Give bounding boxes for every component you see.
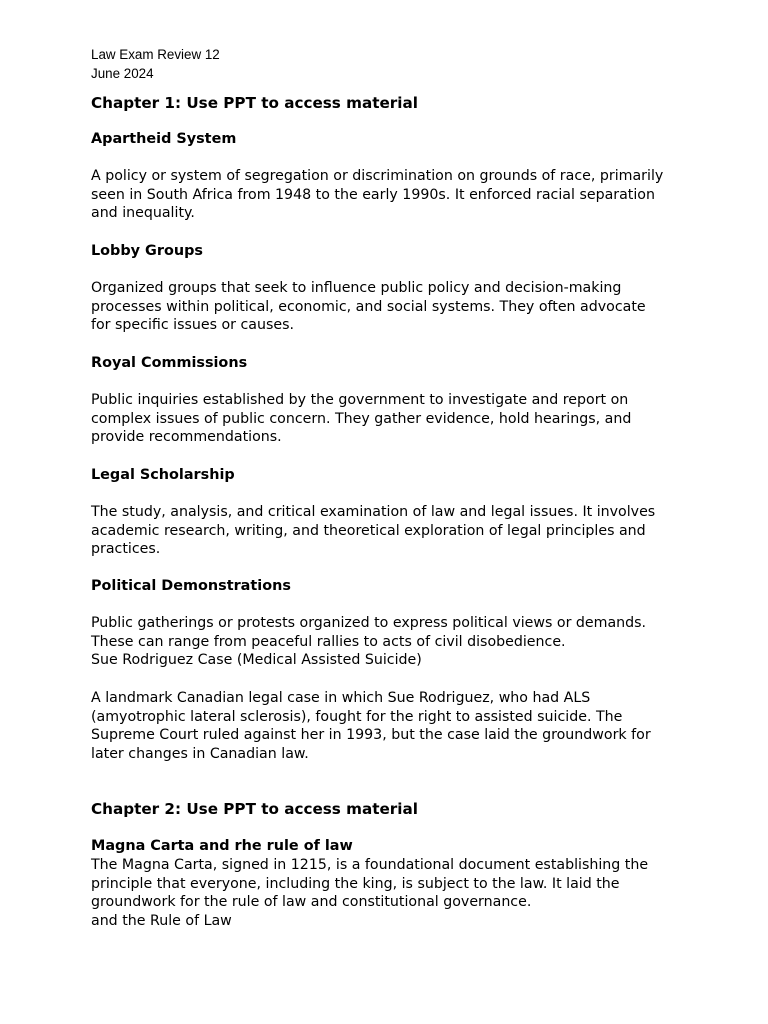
paragraph-line: These can range from peaceful rallies to acts of civil disobedience. <box>91 633 566 650</box>
paragraph-line: Sue Rodriguez Case (Medical Assisted Suicide) <box>91 652 422 669</box>
magna-carta-paragraph <box>91 856 711 930</box>
paragraph-line: practices. <box>91 541 161 558</box>
paragraph-line: complex issues of public concern. They gather evidence, hold hearings, and <box>91 410 632 427</box>
lobby-groups-heading: Lobby Groups <box>91 243 203 259</box>
document-title: Law Exam Review 12 <box>91 47 220 62</box>
legal-scholarship-paragraph <box>91 503 711 559</box>
paragraph-line: and the Rule of Law <box>91 912 232 929</box>
paragraph-line: processes within political, economic, and social systems. They often advocate <box>91 298 646 315</box>
chapter-1-heading: Chapter 1: Use PPT to access material <box>91 94 418 112</box>
magna-carta-heading: Magna Carta and rhe rule of law <box>91 838 353 854</box>
paragraph-line: A policy or system of segregation or discrimination on grounds of race, primarily <box>91 168 664 184</box>
paragraph-line: The study, analysis, and critical examination of law and legal issues. It involves <box>91 504 656 520</box>
apartheid-paragraph <box>91 167 711 223</box>
paragraph-line: (amyotrophic lateral sclerosis), fought for the right to assisted suicide. The <box>91 708 623 725</box>
legal-scholarship-heading: Legal Scholarship <box>91 467 235 483</box>
paragraph-line: provide recommendations. <box>91 429 282 446</box>
paragraph-line: for specific issues or causes. <box>91 317 295 334</box>
rodriguez-paragraph <box>91 689 711 763</box>
paragraph-line: groundwork for the rule of law and constitutional governance. <box>91 894 532 911</box>
paragraph-line: seen in South Africa from 1948 to the early 1990s. It enforced racial separation <box>91 186 655 203</box>
paragraph-line: Supreme Court ruled against her in 1993, but the case laid the groundwork for <box>91 727 651 744</box>
lobby-groups-paragraph <box>91 279 711 335</box>
paragraph-line: principle that everyone, including the king, is subject to the law. It laid the <box>91 875 620 892</box>
paragraph-line: The Magna Carta, signed in 1215, is a foundational document establishing the <box>91 857 649 873</box>
paragraph-line: later changes in Canadian law. <box>91 745 309 762</box>
political-demonstrations-paragraph <box>91 614 711 670</box>
paragraph-line: Organized groups that seek to influence public policy and decision-making <box>91 280 622 296</box>
royal-commissions-heading: Royal Commissions <box>91 355 248 371</box>
document-date: June 2024 <box>91 66 154 81</box>
royal-commissions-paragraph <box>91 391 711 447</box>
paragraph-line: academic research, writing, and theoretical exploration of legal principles and <box>91 522 646 539</box>
paragraph-line: and inequality. <box>91 205 195 222</box>
paragraph-line: A landmark Canadian legal case in which Sue Rodriguez, who had ALS <box>91 690 591 706</box>
paragraph-line: Public inquiries established by the government to investigate and report on <box>91 392 629 408</box>
chapter-2-heading: Chapter 2: Use PPT to access material <box>91 800 418 818</box>
apartheid-heading: Apartheid System <box>91 131 237 147</box>
political-demonstrations-heading: Political Demonstrations <box>91 578 291 594</box>
paragraph-line: Public gatherings or protests organized to express political views or demands. <box>91 615 647 631</box>
